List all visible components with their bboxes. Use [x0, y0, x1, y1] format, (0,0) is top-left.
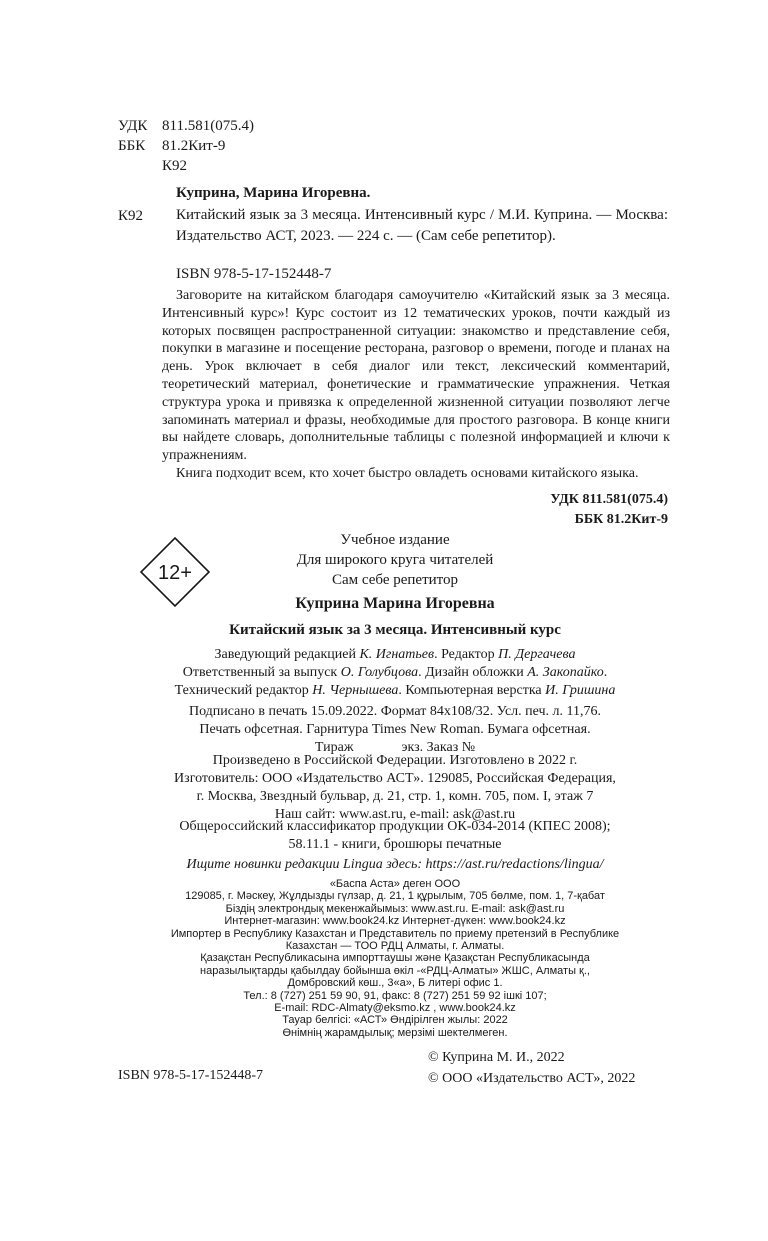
- kz-line: Интернет-магазин: www.book24.kz Интернет-дүкен: www.book24.kz: [224, 915, 566, 928]
- lingua-link-text: Ищите новинки редакции Lingua здесь: https://ast.ru/redactions/lingua/: [186, 857, 604, 872]
- annotation-paragraph: Книга подходит всем, кто хочет быстро овладеть основами китайского языка.: [176, 465, 639, 481]
- kz-line: Қазақстан Республикасына импорттаушы және Қазақстан Республикасында: [200, 952, 590, 965]
- udk-value: 811.581(075.4): [162, 118, 254, 134]
- udk-index-right: УДК 811.581(075.4): [550, 492, 668, 507]
- age-rating-text: 12+: [158, 562, 192, 584]
- kz-line: «Баспа Аста» деген ООО: [329, 878, 461, 890]
- staff-line: Ответственный за выпуск О. Голубцова. Дизайн обложки А. Закопайко.: [182, 665, 608, 680]
- kz-line: Домбровский көш., 3«а», Б литері офис 1.: [287, 977, 503, 990]
- print-info: [160, 703, 630, 757]
- production-info: [160, 752, 630, 824]
- run-label: Тираж: [314, 740, 354, 755]
- production-line: Произведено в Российской Федерации. Изготовлено в 2022 г.: [212, 753, 578, 768]
- biblio-description: Китайский язык за 3 месяца. Интенсивный курс / М.И. Куприна. — Москва: Издательство АСТ, 2023. — 224 с. — (Сам себе репетитор).: [176, 207, 668, 244]
- layout-label: Компьютерная верстка: [405, 683, 542, 698]
- edition-series: Сам себе репетитор: [331, 572, 459, 588]
- biblio-author: Куприна, Марина Игоревна.: [176, 185, 371, 201]
- biblio-isbn: ISBN 978-5-17-152448-7: [176, 266, 332, 282]
- edition-type: Учебное издание: [340, 532, 450, 548]
- staff-line: Заведующий редакцией К. Игнатьев. Редактор П. Дергачева: [214, 647, 576, 662]
- production-line: Изготовитель: ООО «Издательство АСТ». 129085, Российская Федерация,: [174, 771, 616, 786]
- isbn-footer: ISBN 978-5-17-152448-7: [118, 1068, 264, 1083]
- production-line: Наш сайт: www.ast.ru, e-mail: ask@ast.ru: [274, 807, 516, 822]
- annotation-paragraph: Заговорите на китайском благодаря самоучителю «Китайский язык за 3 месяца. Интенсивный курс»! Курс состоит из 12 тематических уроков, почти каждый из которых посвящен распространенной ситуации: знакомство и представление себя, покупки в магазине и посещение ресторана, разговор о времени, погоде и планах на день. Урок включает в себя диалог или текст, лексический комментарий, теоретический материал, фонетические и грамматические упражнения. Четкая структура урока и привязка к определенной жизненной ситуации позволяют легче запоминать материал и фразы, необходимые для простого разговора. В конце книги вы найдете словарь, дополнительные таблицы с полезной информацией и ключи к упражнениям.: [162, 288, 670, 464]
- resp-name: О. Голубцова: [340, 665, 419, 680]
- head-label: Заведующий редакцией: [214, 647, 356, 662]
- kz-line: E-mail: RDC-Almaty@eksmo.kz , www.book24.kz: [274, 1002, 516, 1015]
- kz-line: 129085, г. Мәскеу, Жұлдызды гүлзар, д. 21, 1 құрылым, 705 бөлме, пом. 1, 7-қабат: [185, 890, 605, 903]
- edition-author: Куприна Марина Игоревна: [295, 595, 495, 612]
- classifier-line: 58.11.1 - книги, брошюры печатные: [288, 837, 502, 852]
- bbk-index-right: ББК 81.2Кит-9: [574, 512, 668, 527]
- head-name: К. Игнатьев: [359, 647, 435, 662]
- copyright-block: [428, 1047, 635, 1089]
- editor-label: Редактор: [441, 647, 495, 662]
- bbk-label: ББК: [118, 138, 146, 154]
- kz-line: Казахстан — ТОО РДЦ Алматы, г. Алматы.: [285, 940, 505, 953]
- udk-index: [118, 116, 254, 136]
- udk-label: УДК: [118, 118, 148, 134]
- edition-title: Китайский язык за 3 месяца. Интенсивный курс: [229, 622, 561, 638]
- kz-line: Тауар белгісі: «АСТ» Өндірілген жылы: 2022: [282, 1014, 508, 1027]
- cover-label: Дизайн обложки: [425, 665, 524, 680]
- production-line: г. Москва, Звездный бульвар, д. 21, стр. 1, комн. 705, пом. I, этаж 7: [196, 789, 594, 804]
- bbk-value: 81.2Кит-9: [162, 138, 226, 154]
- resp-label: Ответственный за выпуск: [182, 665, 338, 680]
- kazakhstan-info: [120, 878, 670, 1039]
- staff-credits: [160, 646, 630, 700]
- editor-name: П. Дергачева: [498, 647, 576, 662]
- layout-name: И. Гришина: [545, 683, 616, 698]
- edition-block: [160, 530, 630, 590]
- print-line: Подписано в печать 15.09.2022. Формат 84х108/32. Усл. печ. л. 11,76.: [188, 704, 602, 719]
- print-line: Печать офсетная. Гарнитура Times New Roman. Бумага офсетная.: [199, 722, 591, 737]
- biblio-author-mark: К92: [118, 208, 144, 224]
- staff-line: Технический редактор Н. Чернышева. Компьютерная верстка И. Гришина: [174, 683, 616, 698]
- cover-name: А. Закопайко: [527, 665, 604, 680]
- kz-line: Тел.: 8 (727) 251 59 90, 91, факс: 8 (727) 251 59 92 ішкі 107;: [243, 989, 547, 1002]
- annotation: [162, 287, 670, 483]
- kz-line: Біздің электрондық мекенжайымыз: www.ast.ru. E-mail: ask@ast.ru: [225, 902, 565, 915]
- author-mark: К92: [162, 158, 188, 174]
- bbk-index: [118, 136, 225, 156]
- copyright-author: © Куприна М. И., 2022: [428, 1050, 565, 1065]
- classifier-info: [160, 818, 630, 854]
- kz-line: Импортер в Республику Казахстан и Представитель по приему претензий в Республике: [170, 927, 620, 940]
- classifier-line: Общероссийский классификатор продукции ОК-034-2014 (КПЕС 2008);: [179, 819, 611, 834]
- copyright-publisher: © ООО «Издательство АСТ», 2022: [428, 1071, 636, 1086]
- edition-audience: Для широкого круга читателей: [296, 552, 494, 568]
- tech-label: Технический редактор: [174, 683, 309, 698]
- kz-line: Өнімнің жарамдылық; мерзімі шектелмеген.: [282, 1026, 508, 1039]
- run-rest: экз. Заказ №: [401, 740, 476, 755]
- tech-name: Н. Чернышева: [312, 683, 399, 698]
- kz-line: наразылықтарды қабылдау бойынша өкіл -«РДЦ-Алматы» ЖШС, Алматы қ.,: [200, 964, 590, 977]
